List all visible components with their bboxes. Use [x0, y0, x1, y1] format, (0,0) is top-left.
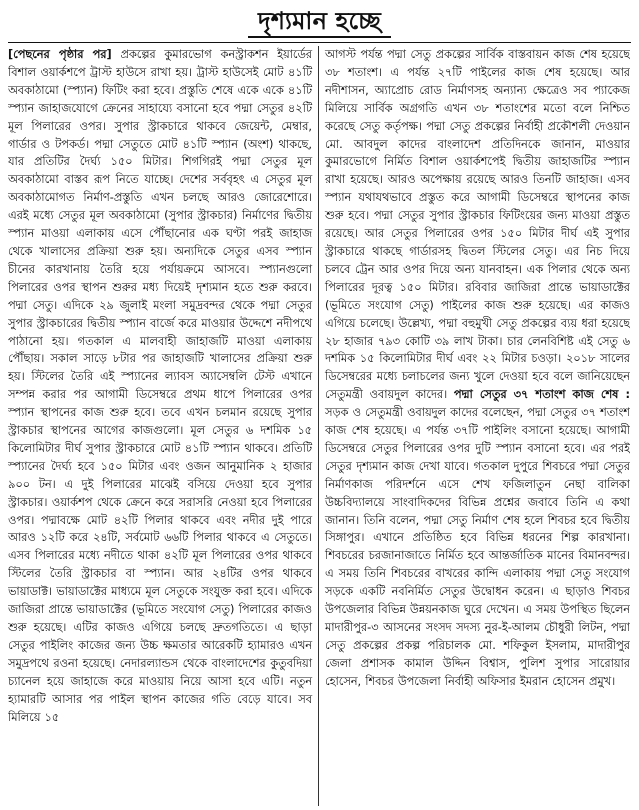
right-body-text-2: সড়ক ও সেতুমন্ত্রী ওবায়দুল কাদের বলেছেন, পদ্মা সেতুর ৩৭ শতাংশ কাজ শেষ হয়েছে। এ পর্যন্ত ৩৭টি পাইলিং বসানো হয়েছে। আগামী ডিসেম্বরে সেতুর পিলারের ওপর দুটি স্প্যান বসানো হবে। এর পরই সেতুর দৃশ্যমান কাজ দেখা যাবে। গতকাল দুপুরে শিবচরে পদ্মা সেতুর নির্মাণকাজ পরিদর্শনে এসে শেখ ফজিলাতুন নেছা বালিকা উচ্চবিদ্যালয়ে সাংবাদিকদের বিভিন্ন প্রশ্নের জবাবে তিনি এ কথা জানান। তিনি বলেন, পদ্মা সেতু নির্মাণ শেষ হলে শিবচর হবে দ্বিতীয় সিঙ্গাপুর। এখানে প্রতিষ্ঠিত হবে বিভিন্ন ধরনের শিল্প কারখানা। শিবচরের চরজানাজাতে নির্মিত হবে আন্তর্জাতিক মানের বিমানবন্দর। এ সময় তিনি শিবচরের বাখরের কান্দি এলাকায় পদ্মা সেতু সংযোগ সড়কে একটি নবনির্মিত সেতুর উদ্বোধন করেন। এ ছাড়াও শিবচর উপজেলার বিভিন্ন উন্নয়নকাজ ঘুরে দেখেন। এ সময় উপস্থিত ছিলেন মাদারীপুর-৩ আসনের সংসদ সদস্য নুর-ই-আলম চৌধুরী লিটন, পদ্মা সেতু প্রকল্পের প্রকল্প পরিচালক মো. শফিকুল ইসলাম, মাদারীপুর জেলা প্রশাসক কামাল উদ্দিন বিশ্বাস, পুলিশ সুপার সারোয়ার হোসেন, শিবচর উপজেলা নির্বাহী অফিসার ইমরান হোসেন প্রমুখ। — [325, 406, 630, 688]
right-body-text-1: আগস্ট পর্যন্ত পদ্মা সেতু প্রকল্পের সার্বিক বাস্তবায়ন কাজ শেষ হয়েছে ৩৮ শতাংশ। এ পর্যন্ত ২৭টি পাইলের কাজ শেষ হয়েছে। আর নদীশাসন, অ্যাপ্রোচ রোড নির্মাণসহ অন্যান্য ক্ষেত্রেও সব প্যাকেজ মিলিয়ে সার্বিক অগ্রগতি এখন ৩৮ শতাংশের মতো বলে নিশ্চিত করেছে সেতু কর্তৃপক্ষ। পদ্মা সেতু প্রকল্পের নির্বাহী প্রকৌশলী দেওয়ান মো. আবদুল কাদের বাংলাদেশ প্রতিদিনকে জানান, মাওয়ার কুমারভোগে নির্মিত বিশাল ওয়ার্কশপেই দ্বিতীয় জাহাজটির স্প্যান রাখা হয়েছে। আরও অপেক্ষায় রয়েছে আরও তিনটি জাহাজ। এসব স্প্যান যথাযথভাবে প্রস্তুত করে আগামী ডিসেম্বরে স্থাপনের কাজ শুরু হবে। পদ্মা সেতুর সুপার স্ট্রাকচার ফিটিংয়ের জন্য মাওয়া প্রস্তুত রয়েছে। আর সেতুর পিলারের ওপর ১৫০ মিটার দীর্ঘ এই সুপার স্ট্রাকচারে থাকছে গার্ডারসহ দ্বিতল স্টিলের সেতু। এর নিচ দিয়ে চলবে ট্রেন আর ওপর দিয়ে অন্য যানবাহন। এক পিলার থেকে অন্য পিলারের দূরত্ব ১৫০ মিটার। রবিবার জাজিরা প্রান্তে ভায়াডাক্টের (ভূমিতে সংযোগ সেতু) পাইলের কাজ শুরু হয়েছে। এর কাজও এগিয়ে চলেছে। উল্লেখ্য, পদ্মা বহুমুখী সেতু প্রকল্পের ব্যয় ধরা হয়েছে ২৮ হাজার ৭৯৩ কোটি ৩৯ লাখ টাকা। চার লেনবিশিষ্ট এই সেতু ৬ দশমিক ১৫ কিলোমিটার দীর্ঘ এবং ২২ মিটার চওড়া। ২০১৮ সালের ডিসেম্বরের মধ্যে চলাচলের জন্য খুলে দেওয়া হবে বলে জানিয়েছেন সেতুমন্ত্রী ওবায়দুল কাদের। — [325, 48, 630, 402]
right-column-text — [325, 46, 630, 691]
left-column-text — [8, 46, 312, 726]
article-headline: দৃশ্যমান হচ্ছে — [248, 6, 391, 38]
section-subhead: পদ্মা সেতুর ৩৭ শতাংশ কাজ শেষ : — [453, 388, 630, 402]
headline-area — [8, 6, 631, 40]
left-body-text: প্রকল্পের কুমারভোগ কনস্ট্রাকশন ইয়ার্ডের বিশাল ওয়ার্কশপে ট্রাস্ট হাউসে রাখা হয়। ট্রাস্ট হাউসেই মোট ৪১টি অবকাঠামো (স্প্যান) ফিটিং করা হবে। প্রস্তুতি শেষে একে একে ৪১টি স্প্যান জাহাজযোগে ক্রেনের সাহায্যে বসানো হবে পদ্মা সেতুর ৪২টি মূল পিলারের ওপর। সুপার স্ট্রাকচারে থাকবে জেয়েন্ট, মেম্বার, গার্ডার ও টপকর্ড। পদ্মা সেতুতে মোট ৪১টি স্প্যান (অংশ) থাকছে, যার প্রতিটির দৈর্ঘ্য ১৫০ মিটার। শিগগিরই পদ্মা সেতুর মূল অবকাঠামো বাস্তব রূপ নিতে যাচ্ছে। দেশের সর্ববৃহৎ এ সেতুর মূল অবকাঠামোগত নির্মাণ-প্রস্তুতি এখন চলছে আরও জোরেশোরে। এরই মধ্যে সেতুর মূল অবকাঠামো (সুপার স্ট্রাকচার) নির্মাণের দ্বিতীয় স্প্যান মাওয়া এলাকায় এসে পৌঁছানোর এক ঘণ্টা পরই জাহাজ থেকে খালাসের প্রক্রিয়া শুরু হয়। অন্যদিকে সেতুর এসব স্প্যান চীনের কারখানায় তৈরি হয়ে পর্যায়ক্রমে আসবে। স্প্যানগুলো পিলারের ওপর স্থাপন শুরুর মধ্য দিয়েই দৃশ্যমান হতে শুরু করবে। পদ্মা সেতু। এদিকে ২৯ জুলাই মংলা সমুদ্রবন্দর থেকে পদ্মা সেতুর সুপার স্ট্রাকচারের দ্বিতীয় স্প্যান বার্জে করে মাওয়ার উদ্দেশে নদীপথে পাঠানো হয়। গতকাল এ মালবাহী জাহাজটি মাওয়া এলাকায় পৌঁছায়। সকাল সাড়ে ৮টার পর জাহাজটি খালাসের প্রক্রিয়া শুরু হয়। স্টিলের তৈরি এই স্প্যানের ল্যাবস অ্যাসেম্বলি টেস্ট এখানে সম্পন্ন করার পর আগামী ডিসেম্বরে প্রথম ধাপে পিলারের ওপর স্প্যান স্থাপনের কাজ শুরু হবে। তবে এখন চলমান রয়েছে সুপার স্ট্রাকচার স্থাপনের আগের কাজগুলো। মূল সেতুর ৬ দশমিক ১৫ কিলোমিটার দীর্ঘ সুপার স্ট্রাকচারে মোট ৪১টি স্প্যান থাকবে। প্রতিটি স্প্যানের দৈর্ঘ্য হবে ১৫০ মিটার এবং ওজন আনুমানিক ২ হাজার ৯০০ টন। এ দুই পিলারের মাঝেই বসিয়ে দেওয়া হবে সুপার স্ট্রাকচার। ওয়ার্কশপ থেকে ক্রেনে করে সরাসরি নেওয়া হবে পিলারের ওপর। পদ্মাবক্ষে মোট ৪২টি পিলার থাকবে এবং নদীর দুই পারে আরও ১২টি করে ২৪টি, সর্বমোট ৬৬টি পিলার থাকবে এ সেতুতে। এসব পিলারের মধ্যে নদীতে থাকা ৪২টি মূল পিলারের ওপর থাকবে স্টিলের তৈরি স্ট্রাকচার বা স্প্যান। আর ২৪টির ওপর থাকবে ভায়াডাক্ট। ভায়াডাক্টের মাধ্যমে মূল সেতুকে সংযুক্ত করা হবে। এদিকে জাজিরা প্রান্তে ভায়াডাক্টের (ভূমিতে সংযোগ সেতু) পিলারের কাজও শুরু হয়েছে। এটির কাজও এগিয়ে চলছে দ্রুতগতিতে। এ ছাড়া সেতুর পাইলিং কাজের জন্য উচ্চ ক্ষমতার আরেকটি হ্যামারও এখন সমুদ্রপথে রওনা হয়েছে। নেদারল্যান্ডস থেকে বাংলাদেশের কুতুবদিয়া চ্যানেল হয়ে জাহাজে করে মাওয়ায় নিয়ে আসা হবে এটি। নতুন হ্যামারটি আসার পর পাইল স্থাপন কাজের গতি বেড়ে যাবে। সব মিলিয়ে ১৫ — [8, 48, 313, 724]
article-columns — [8, 46, 631, 806]
left-column — [8, 46, 319, 806]
right-column — [319, 46, 630, 806]
headline-rule — [8, 42, 631, 43]
continuation-tag: [পেছনের পৃষ্ঠার পর] — [8, 48, 112, 61]
